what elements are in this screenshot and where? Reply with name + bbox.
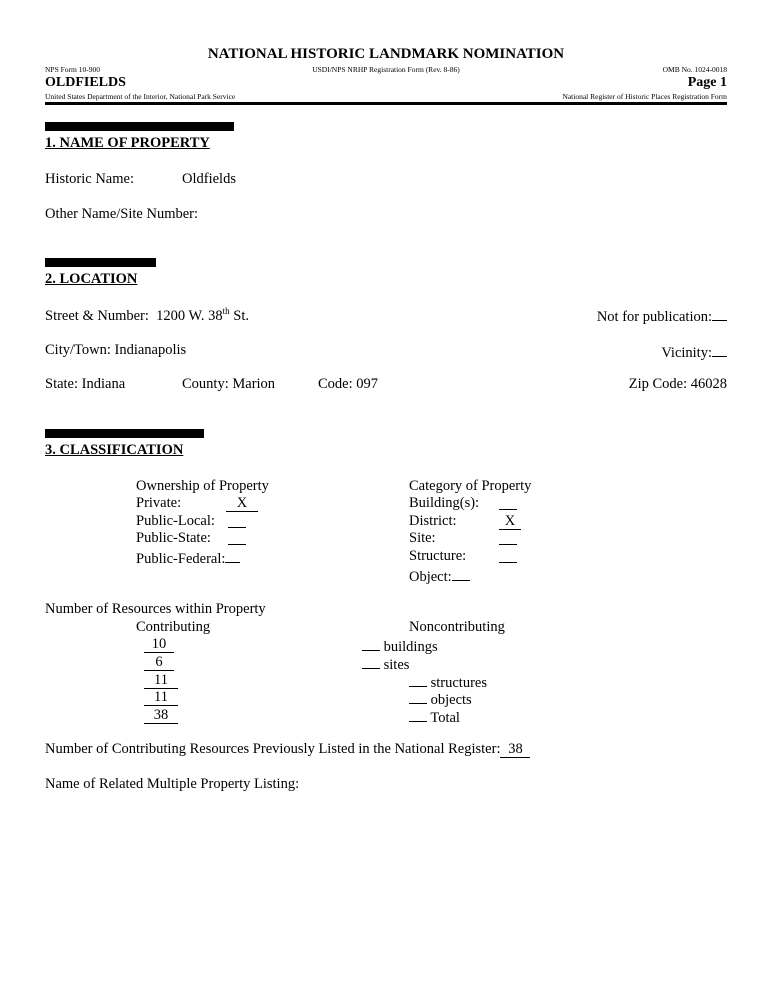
contributing-count-objects[interactable]: 11 (144, 689, 178, 706)
private-checkbox[interactable]: X (226, 495, 258, 512)
property-name: OLDFIELDS (45, 75, 126, 90)
agency: United States Department of the Interior, National Park Service (45, 92, 236, 101)
site-checkbox[interactable] (499, 530, 517, 550)
public-federal-label: Public-Federal: (136, 548, 240, 568)
section2-heading: 2. LOCATION (45, 271, 138, 287)
category-title: Category of Property (409, 478, 532, 494)
zip-code (629, 376, 727, 393)
site-label: Site: (409, 530, 436, 546)
public-federal-checkbox[interactable] (225, 548, 240, 563)
county (182, 376, 275, 393)
city-value: Indianapolis (114, 342, 187, 358)
city-row (45, 342, 186, 359)
street-row (45, 306, 249, 325)
structure-checkbox[interactable] (499, 548, 517, 568)
county-label: County: (182, 376, 229, 392)
city-label: City/Town: (45, 342, 111, 358)
zip-value: 46028 (690, 376, 727, 392)
register-name: National Register of Historic Places Registration Form (562, 92, 727, 101)
county-value: Marion (232, 376, 276, 392)
contributing-count-total[interactable]: 38 (144, 707, 178, 724)
historic-name-label: Historic Name: (45, 171, 134, 187)
private-label: Private: (136, 495, 182, 511)
district-label: District: (409, 513, 457, 529)
noncontributing-buildings: buildings (362, 636, 438, 656)
object-label: Object: (409, 566, 470, 586)
district-checkbox[interactable]: X (499, 513, 521, 530)
noncontributing-structures: structures (409, 672, 487, 692)
section3-bar (45, 429, 204, 438)
zip-label: Zip Code: (628, 376, 688, 392)
header-rule (45, 102, 727, 105)
code-value: 097 (356, 376, 379, 392)
form-number: NPS Form 10-900 (45, 65, 101, 74)
historic-name-value: Oldfields (182, 171, 236, 187)
noncontributing-header: Noncontributing (409, 619, 505, 635)
ownership-title: Ownership of Property (136, 478, 269, 494)
previously-listed (45, 741, 530, 758)
contributing-count-sites[interactable]: 6 (144, 654, 174, 671)
structure-label: Structure: (409, 548, 467, 564)
building-label: Building(s): (409, 495, 480, 511)
contributing-count-buildings[interactable]: 10 (144, 636, 174, 653)
section3-heading: 3. CLASSIFICATION (45, 442, 184, 458)
section2-bar (45, 258, 156, 267)
public-state-label: Public-State: (136, 530, 211, 546)
street-value: 1200 W. 38th St. (156, 306, 249, 324)
building-checkbox[interactable] (499, 495, 517, 515)
noncontributing-sites: sites (362, 654, 409, 674)
page-number: Page 1 (687, 75, 727, 90)
public-state-checkbox[interactable] (228, 530, 246, 550)
state-label: State: (45, 376, 79, 392)
previously-listed-value[interactable]: 38 (500, 742, 530, 758)
public-local-label: Public-Local: (136, 513, 215, 529)
contributing-count-structures[interactable]: 11 (144, 672, 178, 689)
not-for-publication: Not for publication: (597, 306, 727, 326)
vicinity-blank[interactable] (712, 342, 727, 357)
registration-form: USDI/NPS NRHP Registration Form (Rev. 8-86) (312, 65, 460, 74)
state-value: Indiana (81, 376, 126, 392)
omb-number: OMB No. 1024-0018 (662, 65, 727, 74)
object-checkbox[interactable] (452, 566, 470, 581)
other-name-label: Other Name/Site Number: (45, 206, 199, 222)
state-row (45, 376, 125, 393)
not-for-publication-blank[interactable] (712, 306, 727, 321)
resources-title: Number of Resources within Property (45, 601, 266, 617)
section1-heading: 1. NAME OF PROPERTY (45, 135, 210, 151)
contributing-header: Contributing (136, 619, 211, 635)
noncontributing-total: Total (409, 707, 460, 727)
multiple-listing-label: Name of Related Multiple Property Listing: (45, 776, 300, 792)
previously-listed-label: Number of Contributing Resources Previously Listed in the National Register: (45, 741, 501, 757)
code-label: Code: (318, 376, 353, 392)
street-label: Street & Number: (45, 307, 149, 324)
main-title: NATIONAL HISTORIC LANDMARK NOMINATION (207, 46, 565, 62)
section1-bar (45, 122, 234, 131)
vicinity: Vicinity: (661, 342, 727, 362)
code (318, 376, 378, 393)
noncontributing-objects: objects (409, 689, 472, 709)
